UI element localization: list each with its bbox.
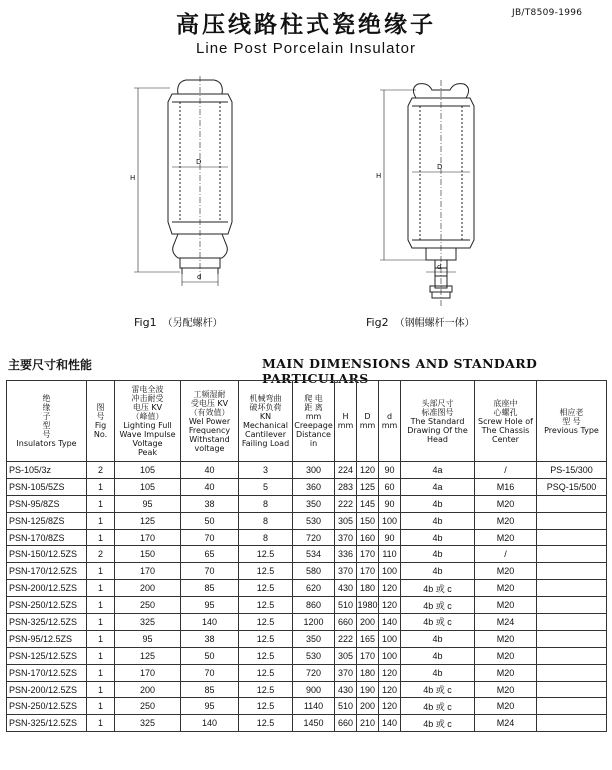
table-row <box>7 614 607 631</box>
header-line: Mechanical <box>242 421 288 430</box>
cell-cantilever: 12.5 <box>239 630 293 647</box>
cell-previous <box>537 546 607 563</box>
header-line: 工频湿耐 <box>193 389 226 399</box>
cell-lightning: 170 <box>115 529 181 546</box>
cell-lightning: 250 <box>115 597 181 614</box>
cell-h: 305 <box>335 512 357 529</box>
header-previous <box>537 381 607 462</box>
header-line: 子 <box>42 412 51 421</box>
cell-previous <box>537 580 607 597</box>
cell-fig: 1 <box>87 597 115 614</box>
cell-h: 510 <box>335 698 357 715</box>
header-line: Creepage <box>294 421 333 430</box>
cell-power: 140 <box>181 715 239 732</box>
cell-creepage: 720 <box>293 664 335 681</box>
cell-fig: 1 <box>87 630 115 647</box>
fig2-dim-d-large: D <box>437 163 443 171</box>
cell-creepage: 530 <box>293 512 335 529</box>
cell-cantilever: 12.5 <box>239 698 293 715</box>
cell-creepage: 720 <box>293 529 335 546</box>
cell-h: 222 <box>335 630 357 647</box>
header-line: Cantilever <box>244 430 286 439</box>
cell-fig: 1 <box>87 495 115 512</box>
cell-previous: PS-15/300 <box>537 462 607 479</box>
specs-table-wrap <box>6 380 606 732</box>
cell-screw: M20 <box>475 495 537 512</box>
table-row <box>7 495 607 512</box>
cell-creepage: 300 <box>293 462 335 479</box>
cell-type: PSN-200/12.5ZS <box>7 580 87 597</box>
cell-type: PSN-95/8ZS <box>7 495 87 512</box>
cell-h: 430 <box>335 580 357 597</box>
cell-previous <box>537 614 607 631</box>
section-title-en: MAIN DIMENSIONS AND STANDARD PARTICULARS <box>262 356 538 386</box>
cell-power: 70 <box>181 563 239 580</box>
cell-creepage: 350 <box>293 495 335 512</box>
fig1-dim-h: H <box>130 174 136 182</box>
header-line: Fig <box>94 421 107 430</box>
cell-screw: M24 <box>475 614 537 631</box>
header-line: Frequency <box>188 425 231 435</box>
table-row <box>7 462 607 479</box>
header-screw <box>475 381 537 462</box>
cell-screw: M20 <box>475 681 537 698</box>
table-row <box>7 715 607 732</box>
cell-screw: M20 <box>475 512 537 529</box>
cell-drawing: 4b 或 c <box>401 681 475 698</box>
cell-h: 336 <box>335 546 357 563</box>
fig2-label: Fig2 <box>366 316 389 329</box>
cell-d-small: 60 <box>379 478 401 495</box>
header-line: 冲击耐受 <box>131 394 164 403</box>
cell-creepage: 360 <box>293 478 335 495</box>
fig2-note: （钢帽螺杆一体） <box>394 318 475 329</box>
cell-type: PSN-250/12.5ZS <box>7 597 87 614</box>
cell-lightning: 170 <box>115 563 181 580</box>
cell-lightning: 125 <box>115 647 181 664</box>
cell-type: PSN-95/12.5ZS <box>7 630 87 647</box>
cell-creepage: 350 <box>293 630 335 647</box>
cell-screw: M20 <box>475 698 537 715</box>
cell-h: 370 <box>335 664 357 681</box>
cell-cantilever: 12.5 <box>239 580 293 597</box>
cell-type: PSN-105/5ZS <box>7 478 87 495</box>
header-line: Previous Type <box>544 425 599 435</box>
cell-d-large: 190 <box>357 681 379 698</box>
table-row <box>7 580 607 597</box>
header-line: The Chassis <box>481 425 530 435</box>
cell-d-large: 180 <box>357 580 379 597</box>
cell-creepage: 900 <box>293 681 335 698</box>
cell-drawing: 4b 或 c <box>401 698 475 715</box>
header-cantilever <box>239 381 293 462</box>
header-power <box>181 381 239 462</box>
table-row <box>7 478 607 495</box>
cell-drawing: 4a <box>401 462 475 479</box>
cell-screw: M20 <box>475 563 537 580</box>
header-line: 相应老 <box>559 407 584 417</box>
cell-creepage: 620 <box>293 580 335 597</box>
table-row <box>7 512 607 529</box>
cell-drawing: 4b <box>401 546 475 563</box>
cell-lightning: 200 <box>115 580 181 597</box>
cell-d-large: 145 <box>357 495 379 512</box>
cell-cantilever: 12.5 <box>239 715 293 732</box>
fig1-drawing <box>0 72 612 342</box>
cell-drawing: 4b <box>401 630 475 647</box>
header-line: Wel Power <box>188 416 231 426</box>
cell-power: 38 <box>181 630 239 647</box>
cell-previous: PSQ-15/500 <box>537 478 607 495</box>
cell-power: 50 <box>181 512 239 529</box>
cell-power: 85 <box>181 681 239 698</box>
cell-lightning: 95 <box>115 495 181 512</box>
cell-type: PSN-125/8ZS <box>7 512 87 529</box>
cell-fig: 2 <box>87 546 115 563</box>
fig1-note: （另配螺杆） <box>162 318 223 329</box>
cell-d-large: 170 <box>357 546 379 563</box>
cell-d-large: 170 <box>357 563 379 580</box>
cell-fig: 1 <box>87 563 115 580</box>
header-line: The Standard <box>410 416 465 426</box>
cell-previous <box>537 647 607 664</box>
header-line: 心螺孔 <box>493 407 518 417</box>
header-line: Lighting Full <box>123 421 172 430</box>
cell-power: 95 <box>181 597 239 614</box>
section-title-cn: 主要尺寸和性能 <box>8 358 93 372</box>
header-line: Screw Hole of <box>478 416 533 426</box>
table-row <box>7 664 607 681</box>
page-title-en: Line Post Porcelain Insulator <box>196 40 416 57</box>
cell-cantilever: 12.5 <box>239 664 293 681</box>
cell-cantilever: 12.5 <box>239 597 293 614</box>
cell-drawing: 4b <box>401 664 475 681</box>
cell-cantilever: 8 <box>239 512 293 529</box>
cell-lightning: 105 <box>115 462 181 479</box>
cell-h: 370 <box>335 529 357 546</box>
header-line: mm <box>359 421 376 430</box>
cell-cantilever: 8 <box>239 495 293 512</box>
header-line: Drawing Of the <box>407 425 468 435</box>
cell-d-large: 210 <box>357 715 379 732</box>
cell-screw: M24 <box>475 715 537 732</box>
cell-lightning: 150 <box>115 546 181 563</box>
cell-screw: / <box>475 462 537 479</box>
header-line: 标准图号 <box>421 407 454 417</box>
cell-d-small: 100 <box>379 512 401 529</box>
header-line: 图 <box>96 403 105 412</box>
header-line: KN <box>259 412 272 421</box>
cell-drawing: 4b <box>401 529 475 546</box>
table-row <box>7 563 607 580</box>
table-body <box>7 462 607 732</box>
cell-power: 70 <box>181 529 239 546</box>
cell-d-large: 120 <box>357 462 379 479</box>
cell-d-small: 120 <box>379 580 401 597</box>
header-line: Insulators Type <box>16 439 77 448</box>
cell-power: 40 <box>181 462 239 479</box>
cell-h: 283 <box>335 478 357 495</box>
header-line: mm <box>337 421 354 430</box>
cell-d-large: 180 <box>357 664 379 681</box>
table-row <box>7 681 607 698</box>
cell-d-large: 125 <box>357 478 379 495</box>
cell-d-large: 160 <box>357 529 379 546</box>
cell-h: 222 <box>335 495 357 512</box>
cell-lightning: 125 <box>115 512 181 529</box>
cell-drawing: 4b 或 c <box>401 715 475 732</box>
cell-creepage: 530 <box>293 647 335 664</box>
cell-type: PSN-200/12.5ZS <box>7 681 87 698</box>
cell-screw: M20 <box>475 597 537 614</box>
cell-previous <box>537 664 607 681</box>
header-line: Withstand <box>189 434 230 444</box>
cell-cantilever: 12.5 <box>239 681 293 698</box>
page-title-cn: 高压线路柱式瓷绝缘子 <box>176 12 436 38</box>
cell-fig: 1 <box>87 664 115 681</box>
fig1-dim-d-large: D <box>196 158 202 166</box>
cell-d-large: 150 <box>357 512 379 529</box>
header-line: 缘 <box>42 403 51 412</box>
table-row <box>7 546 607 563</box>
cell-previous <box>537 597 607 614</box>
cell-type: PSN-125/12.5ZS <box>7 647 87 664</box>
cell-cantilever: 12.5 <box>239 546 293 563</box>
cell-fig: 1 <box>87 647 115 664</box>
cell-power: 65 <box>181 546 239 563</box>
header-line: D <box>364 412 371 421</box>
header-line: 头部尺寸 <box>421 398 454 408</box>
cell-previous <box>537 681 607 698</box>
cell-screw: M20 <box>475 647 537 664</box>
header-d-small <box>379 381 401 462</box>
cell-screw: M20 <box>475 664 537 681</box>
table-row <box>7 529 607 546</box>
header-line: 型 号 <box>562 416 581 426</box>
cell-d-small: 100 <box>379 630 401 647</box>
cell-creepage: 534 <box>293 546 335 563</box>
cell-cantilever: 12.5 <box>239 614 293 631</box>
header-line: 雷电全波 <box>131 385 164 394</box>
cell-cantilever: 12.5 <box>239 563 293 580</box>
cell-previous <box>537 512 607 529</box>
header-line: 绝 <box>42 394 51 403</box>
header-line: 电压 KV <box>132 403 163 412</box>
cell-h: 510 <box>335 597 357 614</box>
cell-cantilever: 12.5 <box>239 647 293 664</box>
cell-cantilever: 5 <box>239 478 293 495</box>
fig2-dim-d-small: d <box>437 263 442 271</box>
cell-fig: 1 <box>87 715 115 732</box>
cell-screw: M20 <box>475 580 537 597</box>
fig2-dim-h: H <box>376 172 382 180</box>
fig1-dim-d-small: d <box>197 273 202 281</box>
cell-drawing: 4b 或 c <box>401 614 475 631</box>
cell-type: PSN-325/12.5ZS <box>7 614 87 631</box>
cell-d-large: 170 <box>357 647 379 664</box>
cell-d-small: 140 <box>379 614 401 631</box>
cell-screw: M20 <box>475 630 537 647</box>
cell-creepage: 580 <box>293 563 335 580</box>
header-line: Center <box>492 434 519 444</box>
cell-drawing: 4b <box>401 512 475 529</box>
cell-h: 430 <box>335 681 357 698</box>
header-creepage <box>293 381 335 462</box>
header-line: Distance in <box>296 430 331 448</box>
cell-lightning: 95 <box>115 630 181 647</box>
fig1-label: Fig1 <box>134 316 157 329</box>
header-line: （峰值） <box>131 412 164 421</box>
cell-fig: 2 <box>87 462 115 479</box>
cell-fig: 1 <box>87 580 115 597</box>
header-line: 底座中 <box>493 398 518 408</box>
header-fig <box>87 381 115 462</box>
cell-power: 38 <box>181 495 239 512</box>
header-line: mm <box>381 421 398 430</box>
header-line: Wave Impulse <box>119 430 176 439</box>
table-row <box>7 698 607 715</box>
header-line: Voltage <box>132 439 163 448</box>
cell-screw: M16 <box>475 478 537 495</box>
cell-type: PSN-150/12.5ZS <box>7 546 87 563</box>
cell-cantilever: 8 <box>239 529 293 546</box>
drawings-area <box>0 72 612 342</box>
cell-d-small: 120 <box>379 681 401 698</box>
cell-fig: 1 <box>87 614 115 631</box>
cell-power: 85 <box>181 580 239 597</box>
cell-d-large: 1980 <box>357 597 379 614</box>
cell-h: 305 <box>335 647 357 664</box>
table-row <box>7 597 607 614</box>
cell-fig: 1 <box>87 478 115 495</box>
cell-type: PSN-170/8ZS <box>7 529 87 546</box>
cell-screw: / <box>475 546 537 563</box>
cell-cantilever: 3 <box>239 462 293 479</box>
cell-lightning: 325 <box>115 715 181 732</box>
specs-table <box>6 380 607 732</box>
cell-power: 140 <box>181 614 239 631</box>
cell-type: PSN-170/12.5ZS <box>7 563 87 580</box>
cell-previous <box>537 563 607 580</box>
cell-drawing: 4b 或 c <box>401 597 475 614</box>
cell-h: 370 <box>335 563 357 580</box>
header-line: mm <box>305 412 322 421</box>
cell-fig: 1 <box>87 698 115 715</box>
cell-type: PSN-170/12.5ZS <box>7 664 87 681</box>
cell-lightning: 200 <box>115 681 181 698</box>
cell-screw: M20 <box>475 529 537 546</box>
header-line: 型 <box>42 421 51 430</box>
cell-fig: 1 <box>87 529 115 546</box>
header-h <box>335 381 357 462</box>
cell-previous <box>537 630 607 647</box>
cell-lightning: 250 <box>115 698 181 715</box>
cell-creepage: 860 <box>293 597 335 614</box>
cell-h: 660 <box>335 614 357 631</box>
cell-d-large: 165 <box>357 630 379 647</box>
cell-h: 660 <box>335 715 357 732</box>
cell-d-small: 120 <box>379 698 401 715</box>
cell-power: 40 <box>181 478 239 495</box>
cell-previous <box>537 495 607 512</box>
cell-lightning: 170 <box>115 664 181 681</box>
cell-lightning: 325 <box>115 614 181 631</box>
cell-d-small: 110 <box>379 546 401 563</box>
cell-fig: 1 <box>87 512 115 529</box>
cell-d-large: 200 <box>357 614 379 631</box>
table-row <box>7 630 607 647</box>
cell-d-small: 100 <box>379 563 401 580</box>
cell-creepage: 1450 <box>293 715 335 732</box>
header-line: 破坏负荷 <box>249 403 282 412</box>
cell-drawing: 4b 或 c <box>401 580 475 597</box>
table-row <box>7 647 607 664</box>
cell-d-small: 120 <box>379 664 401 681</box>
header-line: H <box>342 412 349 421</box>
cell-power: 50 <box>181 647 239 664</box>
cell-d-small: 120 <box>379 597 401 614</box>
header-line: （有效值） <box>189 407 230 417</box>
header-line: voltage <box>194 443 225 453</box>
header-line: 机械弯曲 <box>249 394 282 403</box>
cell-type: PSN-250/12.5ZS <box>7 698 87 715</box>
cell-d-small: 90 <box>379 462 401 479</box>
cell-d-small: 90 <box>379 495 401 512</box>
header-drawing <box>401 381 475 462</box>
header-line: 号 <box>96 412 105 421</box>
cell-power: 95 <box>181 698 239 715</box>
fig1-caption <box>134 314 223 329</box>
header-lightning <box>115 381 181 462</box>
header-line: Head <box>427 434 448 444</box>
cell-d-small: 140 <box>379 715 401 732</box>
header-line: d <box>386 412 393 421</box>
cell-drawing: 4b <box>401 647 475 664</box>
header-type <box>7 381 87 462</box>
cell-power: 70 <box>181 664 239 681</box>
cell-d-small: 100 <box>379 647 401 664</box>
cell-previous <box>537 715 607 732</box>
header-line: 距 离 <box>304 403 323 412</box>
fig2-caption <box>366 314 475 329</box>
cell-d-small: 90 <box>379 529 401 546</box>
header-line: 号 <box>42 430 51 439</box>
cell-previous <box>537 529 607 546</box>
cell-type: PS-105/3z <box>7 462 87 479</box>
header-line: Peak <box>138 448 157 457</box>
header-line: 爬 电 <box>304 394 323 403</box>
header-line: No. <box>93 430 108 439</box>
header-line: Failing Load <box>241 439 290 448</box>
cell-d-large: 200 <box>357 698 379 715</box>
cell-lightning: 105 <box>115 478 181 495</box>
cell-h: 224 <box>335 462 357 479</box>
standard-number: JB/T8509-1996 <box>512 8 583 18</box>
cell-previous <box>537 698 607 715</box>
cell-creepage: 1140 <box>293 698 335 715</box>
cell-drawing: 4b <box>401 495 475 512</box>
cell-fig: 1 <box>87 681 115 698</box>
header-d-large <box>357 381 379 462</box>
cell-type: PSN-325/12.5ZS <box>7 715 87 732</box>
cell-drawing: 4b <box>401 563 475 580</box>
cell-drawing: 4a <box>401 478 475 495</box>
cell-creepage: 1200 <box>293 614 335 631</box>
table-header-row <box>7 381 607 462</box>
header-line: 受电压 KV <box>190 398 229 408</box>
